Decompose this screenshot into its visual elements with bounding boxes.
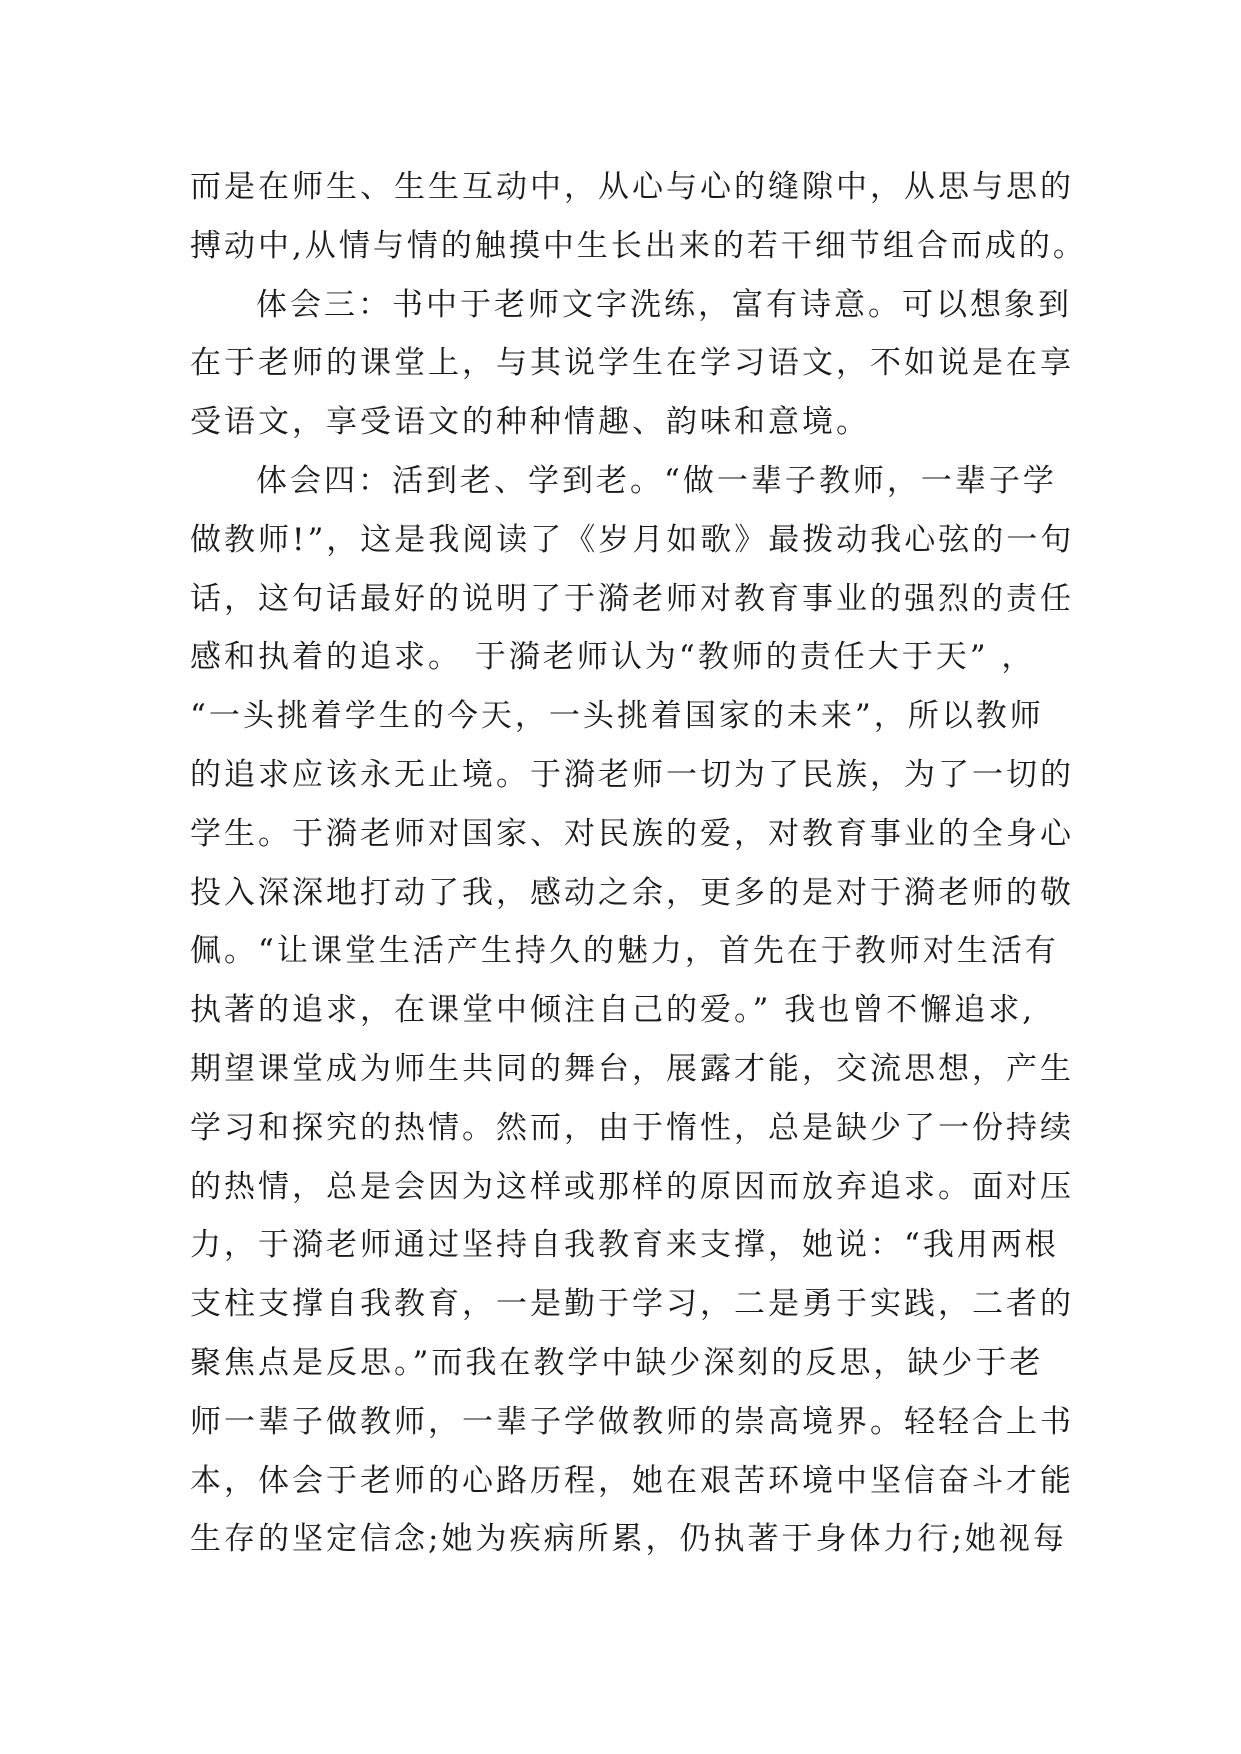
text-line: 师一辈子做教师，一辈子学做教师的崇高境界。轻轻合上书 bbox=[190, 1403, 1074, 1440]
text-line: 的热情，总是会因为这样或那样的原因而放弃追求。面对压 bbox=[190, 1168, 1074, 1205]
essay-body bbox=[190, 158, 1090, 1569]
text-line: 执著的追求，在课堂中倾注自己的爱。” 我也曾不懈追求, bbox=[190, 992, 1036, 1029]
text-line: 而是在师生、生生互动中，从心与心的缝隙中，从思与思的 bbox=[190, 169, 1074, 205]
text-line: 感和执着的追求。 于漪老师认为“教师的责任大于天” ， bbox=[190, 639, 1036, 676]
text-line: 话，这句话最好的说明了于漪老师对教育事业的强烈的责任 bbox=[190, 580, 1074, 617]
text-line: 生存的坚定信念;她为疾病所累，仍执著于身体力行;她视每 bbox=[190, 1521, 1067, 1558]
text-line: 期望课堂成为师生共同的舞台，展露才能，交流思想，产生 bbox=[190, 1050, 1074, 1087]
text-line: 在于老师的课堂上，与其说学生在学习语文，不如说是在享 bbox=[190, 345, 1074, 382]
text-line: 搏动中,从情与情的触摸中生长出来的若干细节组合而成的。 bbox=[190, 227, 1087, 264]
text-line: “一头挑着学生的今天，一头挑着国家的未来”，所以教师 bbox=[190, 698, 1044, 735]
text-line: 投入深深地打动了我，感动之余，更多的是对于漪老师的敬 bbox=[190, 874, 1074, 911]
paragraph-start-line: 体会四：活到老、学到老。“做一辈子教师，一辈子学 bbox=[256, 462, 1057, 499]
text-line: 做教师!”，这是我阅读了《岁月如歌》最拨动我心弦的一句 bbox=[190, 521, 1075, 558]
text-line: 本，体会于老师的心路历程，她在艰苦环境中坚信奋斗才能 bbox=[190, 1462, 1074, 1499]
text-line: 佩。“让课堂生活产生持久的魅力，首先在于教师对生活有 bbox=[190, 933, 1059, 970]
paragraph-start-line: 体会三：书中于老师文字洗练，富有诗意。可以想象到 bbox=[256, 286, 1072, 323]
text-line: 的追求应该永无止境。于漪老师一切为了民族，为了一切的 bbox=[190, 756, 1074, 793]
text-line: 受语文，享受语文的种种情趣、韵味和意境。 bbox=[190, 404, 870, 441]
text-line: 学生。于漪老师对国家、对民族的爱，对教育事业的全身心 bbox=[190, 815, 1074, 852]
text-line: 聚焦点是反思。”而我在教学中缺少深刻的反思，缺少于老 bbox=[190, 1344, 1044, 1381]
text-line: 支柱支撑自我教育，一是勤于学习，二是勇于实践，二者的 bbox=[190, 1286, 1074, 1323]
text-line: 学习和探究的热情。然而，由于惰性，总是缺少了一份持续 bbox=[190, 1109, 1074, 1146]
text-line: 力，于漪老师通过坚持自我教育来支撑，她说：“我用两根 bbox=[190, 1227, 1059, 1264]
